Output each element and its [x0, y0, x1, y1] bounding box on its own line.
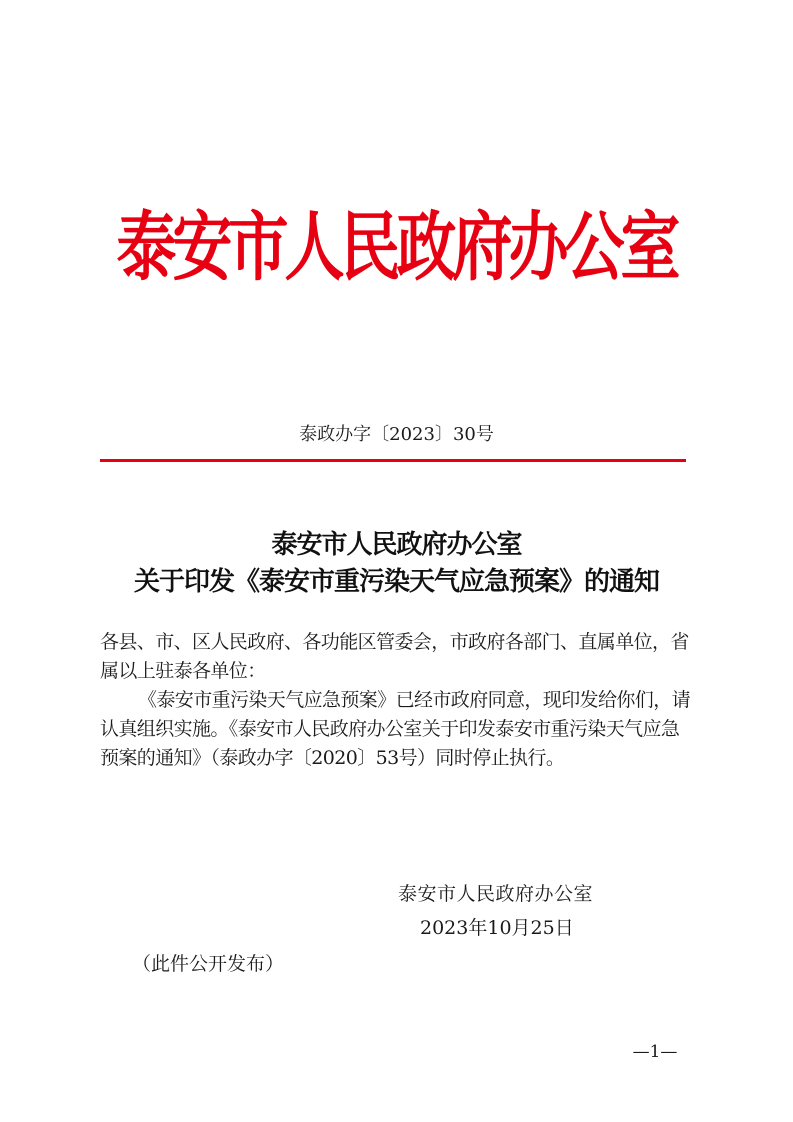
body-paragraph: 《泰安市重污染天气应急预案》已经市政府同意，现印发给你们，请认真组织实施。《泰安市人民政府办公室关于印发泰安市重污染天气应急预案的通知》（泰政办字〔2020〕53号）同时停止执行。 — [100, 689, 691, 769]
masthead-title: 泰安市人民政府办公室 — [116, 204, 677, 292]
notice-body — [100, 628, 690, 773]
notice-title-line-2: 关于印发《泰安市重污染天气应急预案》的通知 — [133, 567, 659, 597]
notice-title-line-1: 泰安市人民政府办公室 — [271, 530, 522, 560]
signature-organization: 泰安市人民政府办公室 — [398, 883, 594, 905]
salutation: 各县、市、区人民政府、各功能区管委会，市政府各部门、直属单位，省属以上驻泰各单位： — [100, 631, 689, 682]
red-divider-line — [100, 459, 686, 462]
signature-date: 2023年10月25日 — [420, 917, 574, 939]
public-release-note: （此件公开发布） — [132, 953, 285, 975]
document-number: 泰政办字〔2023〕30号 — [299, 424, 494, 445]
page-number: —1— — [632, 1042, 678, 1062]
notice-title — [0, 527, 793, 601]
